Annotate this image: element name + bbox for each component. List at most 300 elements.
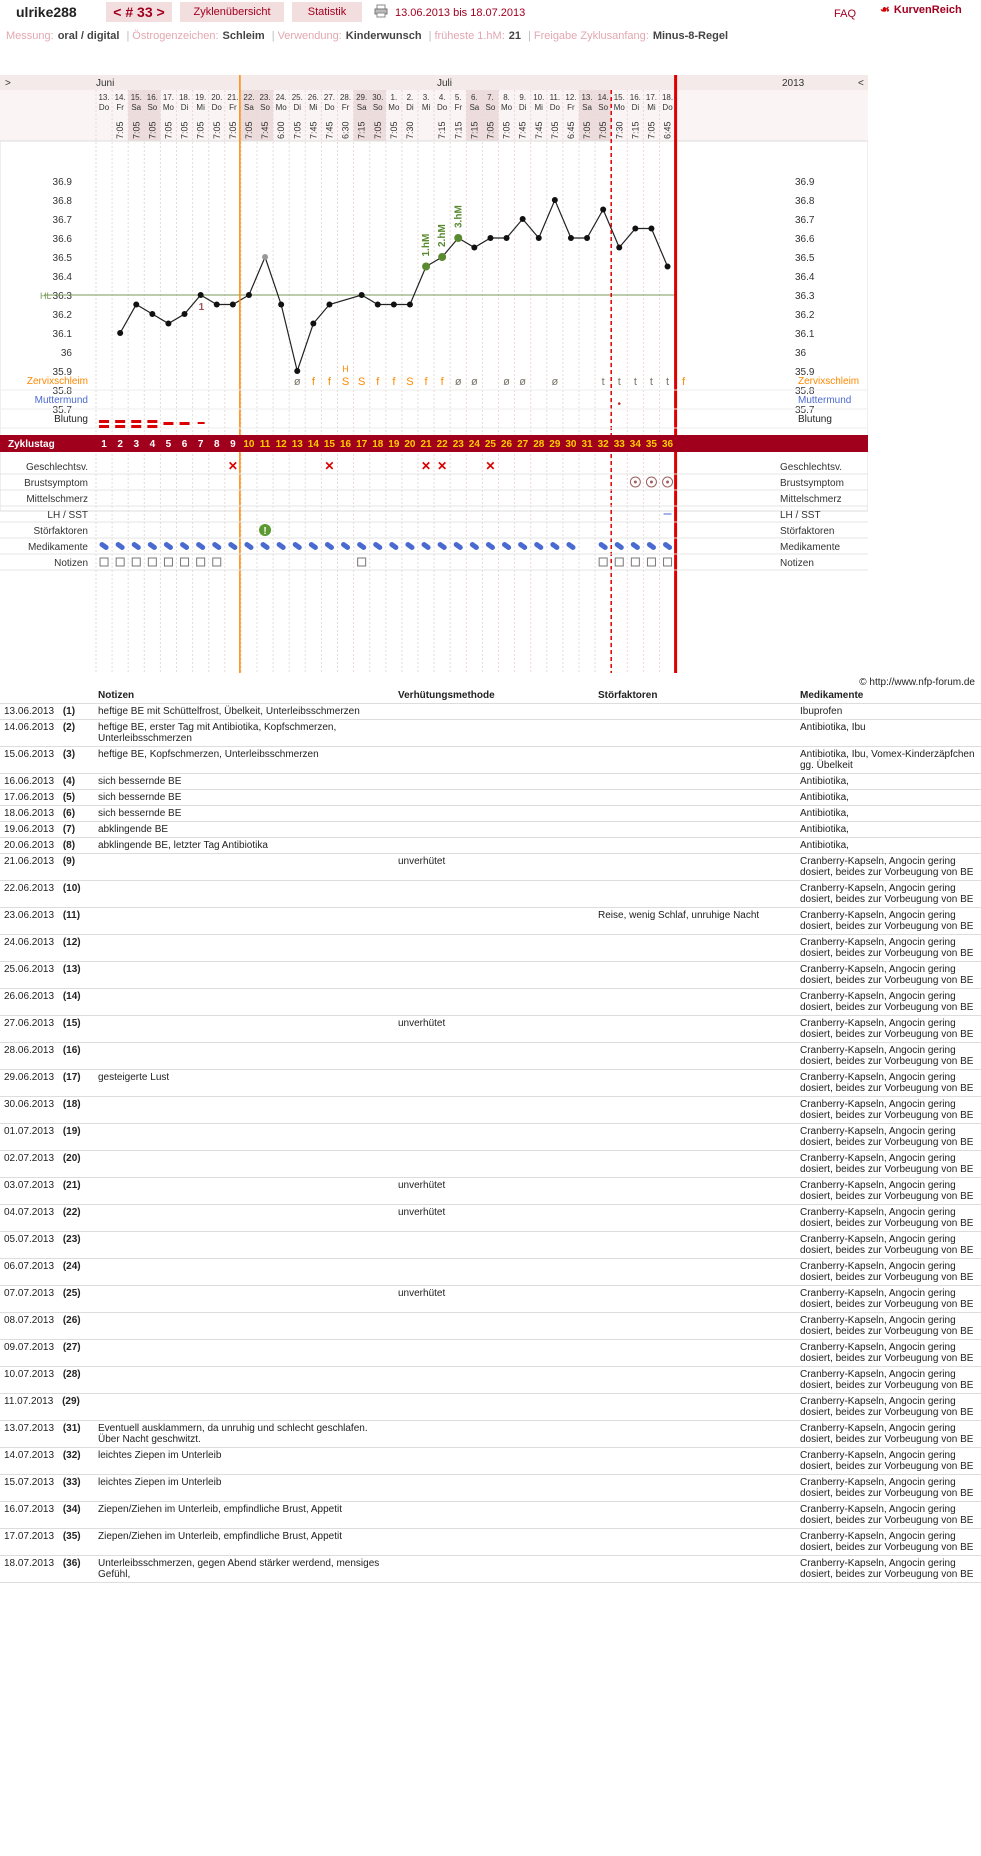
date-label: 9. (519, 93, 526, 102)
note-medication: Cranberry-Kapseln, Angocin gering dosiert, beides zur Vorbeugung von BE (780, 1367, 981, 1394)
row-label-left: Störfaktoren (33, 526, 88, 537)
printer-icon[interactable] (374, 4, 388, 18)
info-label: Verwendung: (277, 30, 342, 42)
notes-row (0, 806, 981, 822)
notes-row (0, 1529, 981, 1556)
note-text: sich bessernde BE (94, 806, 394, 822)
pill-shape (131, 541, 142, 551)
date-label: 21. (227, 93, 239, 102)
mucus-mark: t (601, 376, 605, 388)
note-disturbance (594, 935, 780, 962)
row-label-left: Blutung (54, 414, 88, 425)
note-contraception (394, 1556, 594, 1583)
note-medication: Cranberry-Kapseln, Angocin gering dosiert, beides zur Vorbeugung von BE (780, 962, 981, 989)
note-medication: Cranberry-Kapseln, Angocin gering dosiert, beides zur Vorbeugung von BE (780, 854, 981, 881)
cycle-day-number: 21 (420, 439, 432, 450)
note-text (94, 1178, 394, 1205)
notes-row (0, 1232, 981, 1259)
row-label-left: Notizen (54, 558, 88, 569)
breast-symptom-icon (666, 481, 669, 484)
time-label: 7:05 (115, 121, 126, 139)
faq-link[interactable]: FAQ (834, 8, 857, 20)
cycle-info-bar (6, 30, 732, 42)
weekday-label: Mi (421, 103, 431, 112)
date-value: 01.07.2013 (4, 1126, 55, 1137)
note-text: Ziepen/Ziehen im Unterleib, empfindliche Brust, Appetit (94, 1502, 394, 1529)
y-tick-right: 36.3 (795, 291, 815, 302)
date-label: 16. (629, 93, 641, 102)
date-value: 10.07.2013 (4, 1369, 55, 1380)
date-value: 03.07.2013 (4, 1180, 55, 1191)
note-date (0, 854, 94, 881)
note-medication: Cranberry-Kapseln, Angocin gering dosiert, beides zur Vorbeugung von BE (780, 1259, 981, 1286)
note-medication: Cranberry-Kapseln, Angocin gering dosiert, beides zur Vorbeugung von BE (780, 1178, 981, 1205)
date-value: 23.06.2013 (4, 910, 55, 921)
mucus-mark: ø (519, 376, 527, 388)
note-text (94, 989, 394, 1016)
row-label-left: Zervixschleim (26, 376, 88, 387)
y-tick-right: 36.9 (795, 177, 815, 188)
cycle-day-value: (10) (60, 883, 81, 894)
time-label: 7:30 (614, 121, 625, 139)
pill-shape (517, 541, 528, 551)
time-label: 7:45 (517, 121, 528, 139)
note-text (94, 962, 394, 989)
notes-row (0, 1475, 981, 1502)
date-label: 18. (661, 93, 674, 102)
cycle-day-value: (18) (60, 1099, 81, 1110)
note-disturbance (594, 1286, 780, 1313)
bleeding-mark (99, 420, 109, 423)
cycle-day-value: (12) (60, 937, 81, 948)
date-value: 07.07.2013 (4, 1288, 55, 1299)
month-label-june: Juni (96, 78, 115, 89)
note-medication: Antibiotika, (780, 822, 981, 838)
pill-shape (115, 541, 126, 551)
note-disturbance (594, 1016, 780, 1043)
notes-row (0, 1205, 981, 1232)
medication-icon (243, 541, 254, 551)
date-label: 28. (339, 93, 352, 102)
cycle-day-number: 15 (323, 439, 336, 450)
bleeding-mark (131, 420, 141, 423)
note-disturbance (594, 747, 780, 774)
notes-row (0, 1394, 981, 1421)
cycle-day-value: (13) (60, 964, 81, 975)
info-label: Östrogenzeichen: (132, 30, 219, 42)
note-contraception: unverhütet (394, 1016, 594, 1043)
temp-point (262, 254, 268, 260)
note-text (94, 1340, 394, 1367)
y-tick-right: 35.9 (795, 367, 815, 378)
info-value: Kinderwunsch (345, 30, 422, 42)
note-date (0, 822, 94, 838)
pill-shape (453, 541, 464, 551)
cycle-day-value: (7) (60, 824, 76, 835)
temp-point (471, 245, 477, 251)
note-text: heftige BE, Kopfschmerzen, Unterleibsschmerzen (94, 747, 394, 774)
notes-row (0, 1259, 981, 1286)
cycle-day-number: 10 (243, 439, 255, 450)
row-label-right: LH / SST (780, 510, 821, 521)
note-medication: Cranberry-Kapseln, Angocin gering dosiert, beides zur Vorbeugung von BE (780, 1016, 981, 1043)
weekday-label: Di (406, 103, 414, 112)
pill-shape (662, 541, 673, 551)
temp-point (182, 311, 188, 317)
notes-row (0, 1502, 981, 1529)
temp-point (536, 235, 542, 241)
note-date (0, 1367, 94, 1394)
pill-shape (421, 541, 432, 551)
notes-row (0, 1124, 981, 1151)
notes-row (0, 1556, 981, 1583)
y-tick-right: 35.7 (795, 405, 815, 416)
bleeding-mark (147, 420, 157, 423)
weekday-label: Do (211, 103, 222, 112)
notes-row (0, 1016, 981, 1043)
time-label: 7:15 (437, 121, 448, 139)
note-medication: Cranberry-Kapseln, Angocin gering dosiert, beides zur Vorbeugung von BE (780, 1124, 981, 1151)
notes-row (0, 790, 981, 806)
time-label: 6:30 (340, 121, 351, 139)
cycle-day-value: (35) (60, 1531, 81, 1542)
note-contraception (394, 1097, 594, 1124)
cycle-day-number: 5 (165, 439, 172, 450)
cycle-day-value: (28) (60, 1369, 81, 1380)
temp-point (584, 235, 590, 241)
notes-row (0, 1448, 981, 1475)
date-label: 20. (211, 93, 223, 102)
medication-icon (469, 541, 480, 551)
note-medication: Antibiotika, (780, 790, 981, 806)
note-medication: Cranberry-Kapseln, Angocin gering dosiert, beides zur Vorbeugung von BE (780, 1043, 981, 1070)
time-label: 7:45 (533, 121, 544, 139)
time-label: 7:05 (582, 121, 593, 139)
cycle-day-number: 23 (452, 439, 464, 450)
time-label: 7:05 (227, 121, 238, 139)
cycle-day-number: 34 (629, 439, 641, 450)
y-tick-left: 36.8 (52, 196, 72, 207)
note-contraception: unverhütet (394, 1178, 594, 1205)
pill-shape (163, 541, 174, 551)
note-disturbance: Reise, wenig Schlaf, unruhige Nacht (594, 908, 780, 935)
note-text (94, 908, 394, 935)
cycle-day-value: (31) (60, 1423, 81, 1434)
pill-shape (211, 541, 222, 551)
note-disturbance (594, 962, 780, 989)
note-contraception (394, 1124, 594, 1151)
time-label: 6:00 (276, 121, 287, 139)
note-text: Unterleibsschmerzen, gegen Abend stärker werdend, mensiges Gefühl, (94, 1556, 394, 1583)
y-tick-left: 36 (60, 348, 72, 359)
note-icon (116, 558, 124, 566)
note-disturbance (594, 774, 780, 790)
notes-row (0, 822, 981, 838)
date-value: 27.06.2013 (4, 1018, 55, 1029)
bleeding-mark (163, 422, 173, 425)
cycle-day-value: (36) (60, 1558, 81, 1569)
note-disturbance (594, 720, 780, 747)
medication-icon (598, 541, 609, 551)
note-icon (358, 558, 366, 566)
time-label: 7:15 (356, 121, 367, 139)
info-value: Schleim (222, 30, 265, 42)
date-value: 20.06.2013 (4, 840, 55, 851)
pill-shape (292, 541, 303, 551)
note-date (0, 1394, 94, 1421)
y-tick-right: 36.8 (795, 196, 815, 207)
mucus-mark: ø (551, 376, 559, 388)
weekday-label: Sa (356, 103, 367, 112)
y-tick-left: 36.4 (52, 272, 72, 283)
note-disturbance (594, 838, 780, 854)
note-date (0, 790, 94, 806)
note-text (94, 1097, 394, 1124)
date-value: 04.07.2013 (4, 1207, 55, 1218)
note-contraception: unverhütet (394, 1205, 594, 1232)
bleeding-mark (115, 420, 125, 423)
tab-statistics[interactable]: Statistik (292, 2, 362, 22)
weekday-label: Mo (613, 103, 625, 112)
note-date (0, 806, 94, 822)
note-contraception (394, 1259, 594, 1286)
temp-point (294, 368, 300, 374)
medication-icon (517, 541, 528, 551)
pill-shape (630, 541, 641, 551)
y-tick-right: 36.6 (795, 234, 815, 245)
notes-row (0, 908, 981, 935)
date-label: 15. (613, 93, 625, 102)
pill-shape (485, 541, 496, 551)
cycle-day-value: (27) (60, 1342, 81, 1353)
medication-icon (292, 541, 303, 551)
pill-shape (437, 541, 448, 551)
time-label: 7:05 (388, 121, 399, 139)
mucus-mark: f (682, 376, 686, 388)
note-date (0, 881, 94, 908)
note-medication: Antibiotika, (780, 838, 981, 854)
note-disturbance (594, 1259, 780, 1286)
date-label: 17. (162, 93, 175, 102)
cycle-day-value: (16) (60, 1045, 81, 1056)
notes-row (0, 989, 981, 1016)
temp-point (422, 263, 430, 271)
pill-shape (614, 541, 625, 551)
date-value: 17.07.2013 (4, 1531, 55, 1542)
breast-symptom-icon (634, 481, 637, 484)
date-value: 18.07.2013 (4, 1558, 55, 1569)
bleeding-mark (147, 425, 157, 428)
cycle-day-value: (26) (60, 1315, 81, 1326)
note-text (94, 1043, 394, 1070)
pill-shape (227, 541, 238, 551)
info-separator: | (528, 30, 531, 42)
date-label: 16. (146, 93, 158, 102)
time-label: 6:45 (662, 121, 673, 139)
y-tick-right: 35.8 (795, 386, 815, 397)
note-text: Eventuell ausklammern, da unruhig und schlecht geschlafen. Über Nacht geschwitzt. (94, 1421, 394, 1448)
note-date (0, 935, 94, 962)
date-value: 15.07.2013 (4, 1477, 55, 1488)
note-medication: Antibiotika, Ibu (780, 720, 981, 747)
cycle-day-value: (4) (60, 776, 76, 787)
kurvenreich-logo[interactable] (880, 3, 966, 16)
weekday-label: So (147, 103, 158, 112)
note-date (0, 704, 94, 720)
mucus-mark: f (311, 376, 315, 388)
date-value: 08.07.2013 (4, 1315, 55, 1326)
pill-shape (501, 541, 512, 551)
cycle-day-number: 18 (372, 439, 384, 450)
mucus-mark: S (406, 376, 414, 388)
note-disturbance (594, 881, 780, 908)
username[interactable]: ulrike288 (16, 4, 77, 20)
note-date (0, 1232, 94, 1259)
cycle-day-value: (21) (60, 1180, 81, 1191)
medication-icon (614, 541, 625, 551)
date-label: 7. (487, 93, 494, 102)
note-contraception (394, 1448, 594, 1475)
notes-row (0, 838, 981, 854)
note-date (0, 774, 94, 790)
row-label-right: Geschlechtsv. (780, 462, 843, 473)
note-disturbance (594, 1043, 780, 1070)
date-label: 6. (471, 93, 478, 102)
note-contraception (394, 935, 594, 962)
copyright: © http://www.nfp-forum.de (859, 677, 975, 688)
mucus-mark: t (617, 376, 621, 388)
bleeding-mark (131, 425, 141, 428)
note-medication: Cranberry-Kapseln, Angocin gering dosiert, beides zur Vorbeugung von BE (780, 1556, 981, 1583)
nav-left-button: > (5, 78, 11, 89)
cycle-day-number: 12 (275, 439, 287, 450)
date-value: 15.06.2013 (4, 749, 55, 760)
row-label-left: Brustsymptom (24, 478, 88, 489)
intercourse-mark: ✕ (485, 459, 496, 473)
date-value: 14.07.2013 (4, 1450, 55, 1461)
info-label: Freigabe Zyklusanfang: (533, 30, 649, 42)
cycle-day-value: (20) (60, 1153, 81, 1164)
note-text (94, 1394, 394, 1421)
temp-point (552, 197, 558, 203)
note-text: gesteigerte Lust (94, 1070, 394, 1097)
time-label: 7:05 (147, 121, 158, 139)
medication-icon (549, 541, 560, 551)
note-contraception (394, 962, 594, 989)
date-value: 13.07.2013 (4, 1423, 55, 1434)
date-label: 18. (178, 93, 191, 102)
pill-shape (99, 541, 110, 551)
notes-row (0, 1313, 981, 1340)
weekday-label: Fr (229, 103, 237, 112)
stoer-col-header: Störfaktoren (594, 688, 780, 704)
row-label-left: LH / SST (47, 510, 88, 521)
time-label: 7:15 (630, 121, 641, 139)
notes-row (0, 720, 981, 747)
pill-shape (147, 541, 158, 551)
logo-icon: ☙ (880, 4, 890, 16)
note-medication: Cranberry-Kapseln, Angocin gering dosiert, beides zur Vorbeugung von BE (780, 881, 981, 908)
note-text: heftige BE, erster Tag mit Antibiotika, Kopfschmerzen, Unterleibsschmerzen (94, 720, 394, 747)
cycle-day-value: (11) (60, 910, 81, 921)
y-tick-left: 36.3 (52, 291, 72, 302)
cycle-day-number: 17 (356, 439, 368, 450)
row-label-left: Mittelschmerz (26, 494, 88, 505)
note-date (0, 1556, 94, 1583)
cycle-selector[interactable]: < # 33 > (106, 2, 172, 22)
note-icon (181, 558, 189, 566)
notes-row (0, 854, 981, 881)
cycle-day-number: 25 (484, 439, 497, 450)
info-label: früheste 1.hM: (434, 30, 505, 42)
time-label: 7:30 (404, 121, 415, 139)
note-date (0, 1313, 94, 1340)
note-date (0, 1070, 94, 1097)
note-contraception (394, 704, 594, 720)
cycle-day-number: 28 (533, 439, 545, 450)
medication-icon (99, 541, 110, 551)
note-icon (197, 558, 205, 566)
row-label-right: Blutung (798, 414, 832, 425)
notes-header-row (0, 688, 981, 704)
cycle-day-value: (19) (60, 1126, 81, 1137)
note-icon (631, 558, 639, 566)
note-text (94, 1367, 394, 1394)
time-label: 7:05 (646, 121, 657, 139)
note-contraception (394, 1232, 594, 1259)
temp-point (520, 216, 526, 222)
notes-row (0, 1070, 981, 1097)
note-date (0, 989, 94, 1016)
temp-point (600, 207, 606, 213)
medication-icon (211, 541, 222, 551)
y-tick-right: 36.4 (795, 272, 815, 283)
date-label: 29. (356, 93, 368, 102)
time-label: 7:45 (260, 121, 271, 139)
time-label: 7:05 (292, 121, 303, 139)
note-text (94, 1286, 394, 1313)
pill-shape (179, 541, 190, 551)
time-label: 7:05 (243, 121, 254, 139)
note-text (94, 854, 394, 881)
row-label-right: Medikamente (780, 542, 841, 553)
note-contraception (394, 908, 594, 935)
tab-cycle-overview[interactable]: Zyklenübersicht (180, 2, 284, 22)
cycle-day-number: 29 (549, 439, 561, 450)
time-label: 7:15 (469, 121, 480, 139)
weekday-label: Mi (647, 103, 656, 112)
medication-icon (388, 541, 399, 551)
cycle-day-number: 35 (645, 439, 658, 450)
note-medication: Cranberry-Kapseln, Angocin gering dosiert, beides zur Vorbeugung von BE (780, 1421, 981, 1448)
pill-shape (646, 541, 657, 551)
note-medication: Cranberry-Kapseln, Angocin gering dosiert, beides zur Vorbeugung von BE (780, 1340, 981, 1367)
cycle-day-number: 20 (404, 439, 416, 450)
note-text: abklingende BE (94, 822, 394, 838)
note-medication: Cranberry-Kapseln, Angocin gering dosiert, beides zur Vorbeugung von BE (780, 1313, 981, 1340)
note-medication: Cranberry-Kapseln, Angocin gering dosiert, beides zur Vorbeugung von BE (780, 1151, 981, 1178)
notes-row (0, 1043, 981, 1070)
y-tick-right: 36 (795, 348, 807, 359)
note-date (0, 1340, 94, 1367)
weekday-label: Do (662, 103, 673, 112)
cycle-day-value: (25) (60, 1288, 81, 1299)
note-disturbance (594, 1448, 780, 1475)
cycle-day-value: (3) (60, 749, 76, 760)
temp-point (326, 302, 332, 308)
medication-icon (372, 541, 383, 551)
time-label: 7:05 (598, 121, 609, 139)
